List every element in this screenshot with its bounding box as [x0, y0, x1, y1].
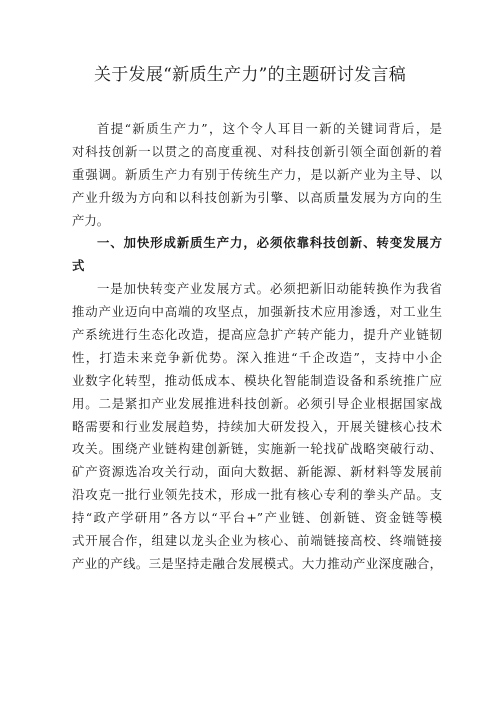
paragraph-line: 首提“新质生产力”，这个令人耳目一新的关键词背后，是 — [97, 121, 442, 136]
document-title: 关于发展“新质生产力”的主题研讨发言稿 — [93, 65, 407, 85]
paragraph-line: 产业的产线。三是坚持走融合发展模式。大力推动产业深度融合， — [72, 555, 442, 571]
paragraph-line: 攻关。围绕产业链构建创新链，实施新一轮找矿战略突破行动、 — [72, 441, 442, 457]
paragraph-line: 一是加快转变产业发展方式。必须把新旧动能转换作为我省 — [97, 281, 442, 297]
paragraph-line: 产系统进行生态化改造，提高应急扩产转产能力，提升产业链韧 — [72, 327, 442, 343]
paragraph-line: 矿产资源选冶攻关行动，面向大数据、新能源、新材料等发展前 — [72, 464, 442, 480]
paragraph-line: 产业升级为方向和以科技创新为引擎、以高质量发展为方向的生 — [72, 189, 442, 205]
paragraph-line: 用。二是紧扣产业发展推进科技创新。必须引导企业根据国家战 — [72, 395, 442, 411]
paragraph-line: 产力。 — [72, 212, 110, 228]
paragraph-line: 推动产业迈向中高端的攻坚点，加强新技术应用渗透，对工业生 — [72, 304, 442, 320]
paragraph-line: 略需要和行业发展趋势，持续加大研发投入，开展关键核心技术 — [72, 418, 442, 434]
paragraph-line: 式开展合作，组建以龙头企业为核心、前端链接高校、终端链接 — [72, 533, 442, 549]
paragraph-line: 沿攻克一批行业领先技术，形成一批有核心专利的拳头产品。支 — [72, 487, 442, 503]
paragraph-line: 重强调。新质生产力有别于传统生产力，是以新产业为主导、以 — [72, 166, 442, 182]
section-heading-line: 式 — [72, 258, 85, 274]
paragraph-line: 对科技创新一以贯之的高度重视、对科技创新引领全面创新的着 — [72, 143, 442, 159]
section-heading-line: 一、加快形成新质生产力，必须依靠科技创新、转变发展方 — [97, 235, 442, 251]
document-body — [72, 118, 442, 576]
paragraph-line: 业数字化转型，推动低成本、模块化智能制造设备和系统推广应 — [72, 372, 442, 388]
paragraph-line: 持“政产学研用”各方以“平台+”产业链、创新链、资金链等模 — [72, 510, 442, 526]
paragraph-line: 性，打造未来竞争新优势。深入推进“千企改造”，支持中小企 — [72, 349, 442, 365]
